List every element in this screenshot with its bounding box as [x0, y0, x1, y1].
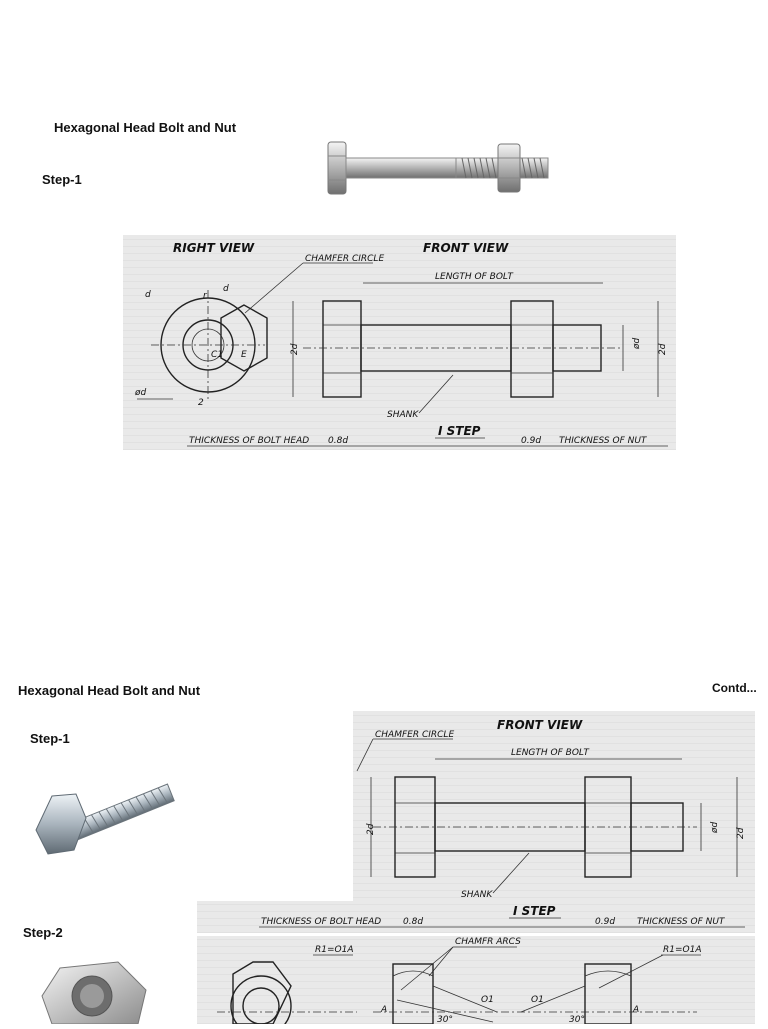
- head-dim-label: 0.8d: [328, 436, 349, 446]
- bolt-head-front: [323, 301, 361, 397]
- a-label-left: A: [381, 1005, 388, 1015]
- nut-dim-label-2: 0.9d: [595, 917, 616, 927]
- nut-photo: [40, 960, 150, 1024]
- chamfer-circle-label-2: CHAMFER CIRCLE: [375, 730, 455, 740]
- length-of-bolt-label-2: LENGTH OF BOLT: [511, 748, 589, 758]
- bolt-drawing-step1-contd: [197, 711, 755, 933]
- hex-right-view-2: [233, 962, 291, 1024]
- bolt-photo: [30, 772, 180, 867]
- r-label-right: R1=O1A: [663, 945, 702, 955]
- d-label-2: d: [223, 284, 229, 294]
- phi-d-front-2: ød: [710, 821, 720, 833]
- step-i-label: I STEP: [438, 424, 481, 438]
- slide2-step2-label: Step-2: [23, 925, 63, 940]
- a-label-right: A: [633, 1005, 640, 1015]
- slide2-step1-label: Step-1: [30, 731, 70, 746]
- thickness-bolt-head-label: THICKNESS OF BOLT HEAD: [189, 436, 310, 446]
- slide1-title: Hexagonal Head Bolt and Nut: [54, 120, 237, 135]
- r-label-left: R1=O1A: [315, 945, 354, 955]
- length-of-bolt-label: LENGTH OF BOLT: [435, 272, 513, 282]
- d-label-1: d: [145, 290, 151, 300]
- step-i-label-2: I STEP: [513, 904, 556, 918]
- angle-label-right: 30°: [569, 1015, 585, 1024]
- chamfer-circle-label: CHAMFER CIRCLE: [305, 254, 385, 264]
- r-label: r: [203, 291, 207, 301]
- e-label: E: [241, 350, 247, 360]
- nut-dim-label: 0.9d: [521, 436, 542, 446]
- thickness-bolt-head-label-2: THICKNESS OF BOLT HEAD: [261, 917, 382, 927]
- two-d-right-2: 2d: [736, 827, 746, 839]
- slide1-step-label: Step-1: [42, 172, 82, 187]
- two-d-right: 2d: [658, 343, 668, 355]
- shank-label-2: SHANK: [461, 890, 493, 900]
- nut-front: [511, 301, 553, 397]
- contd-label: Contd...: [712, 681, 757, 695]
- chamfer-arcs-label: CHAMFR ARCS: [455, 937, 521, 947]
- shank-label: SHANK: [387, 410, 419, 420]
- two-label: 2: [198, 398, 204, 408]
- head-dim-label-2: 0.8d: [403, 917, 424, 927]
- bolt-drawing-step1: [123, 235, 676, 450]
- c1-label: C1: [211, 350, 224, 360]
- phi-d-front: ød: [632, 337, 642, 349]
- front-view-label: FRONT VIEW: [423, 241, 509, 255]
- bolt-drawing-step2: [197, 936, 755, 1024]
- phi-d-label-right: ød: [135, 388, 147, 398]
- slide2-title: Hexagonal Head Bolt and Nut: [18, 683, 201, 698]
- right-view-label: RIGHT VIEW: [173, 241, 255, 255]
- front-view-label-2: FRONT VIEW: [497, 718, 583, 732]
- thickness-nut-label-2: THICKNESS OF NUT: [637, 917, 725, 927]
- o1-label-right: O1: [531, 995, 544, 1005]
- two-d-left-2: 2d: [366, 823, 376, 835]
- two-d-left: 2d: [290, 343, 300, 355]
- angle-label-left: 30°: [437, 1015, 453, 1024]
- o1-label-left: O1: [481, 995, 494, 1005]
- bolt-nut-photo: [322, 138, 554, 198]
- thickness-nut-label: THICKNESS OF NUT: [559, 436, 647, 446]
